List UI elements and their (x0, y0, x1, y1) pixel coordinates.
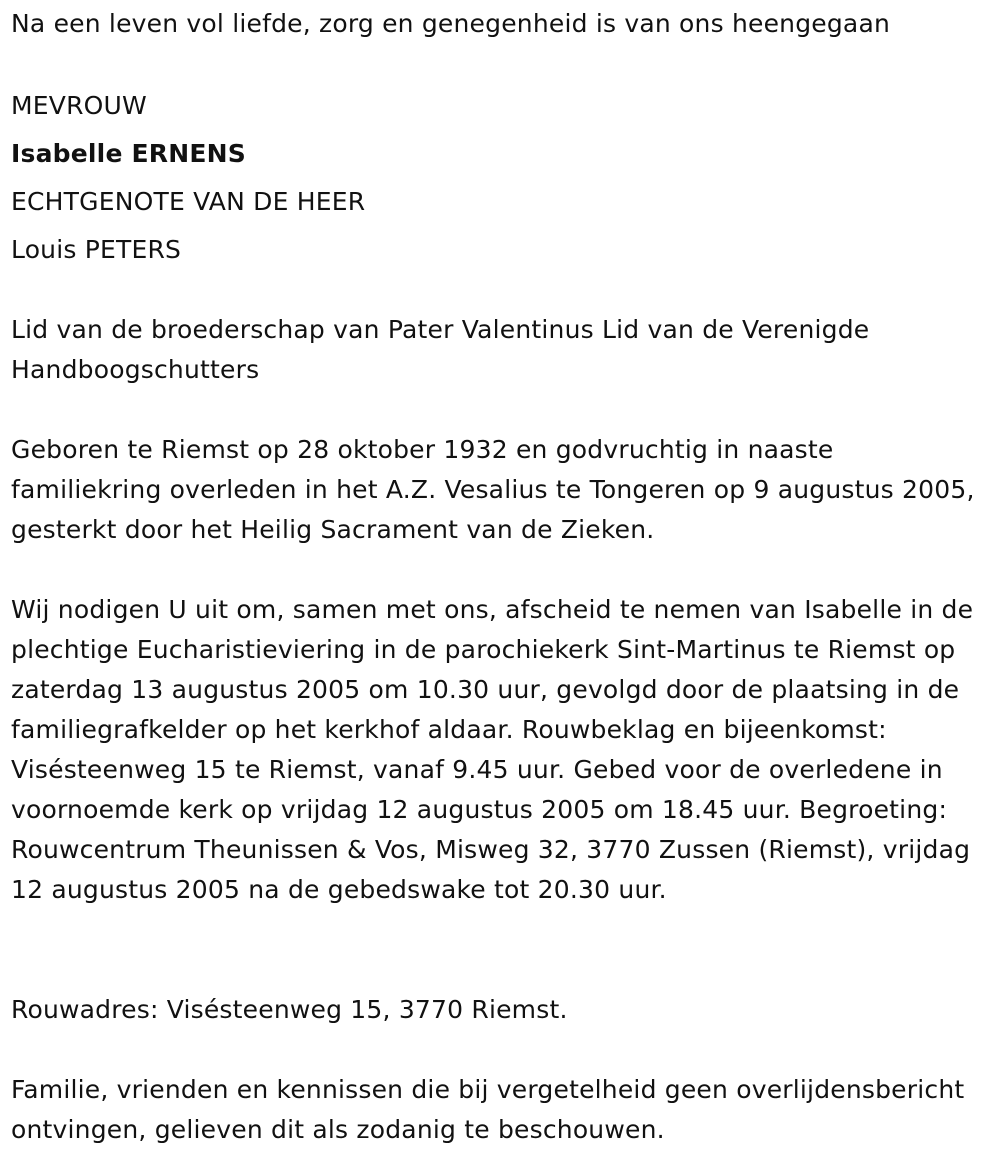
closing-paragraph: Familie, vrienden en kennissen die bij vergetelheid geen overlijdensbericht ontvingen, gelieven dit als zodanig te beschouwen. (11, 1075, 965, 1144)
ceremony-paragraph: Wij nodigen U uit om, samen met ons, afscheid te nemen van Isabelle in de plechtige Eucharistieviering in de parochiekerk Sint-Martinus te Riemst op zaterdag 13 augustus 2005 om 10.30 uur, gevolgd door de plaatsing in de familiegrafkelder op het kerkhof aldaar. Rouwbeklag en bijeenkomst: Visésteenweg 15 te Riemst, vanaf 9.45 uur. Gebed voor de overledene in voornoemde kerk op vrijdag 12 augustus 2005 om 18.45 uur. Begroeting: Rouwcentrum Theunissen & Vos, Misweg 32, 3770 Zussen (Riemst), vrijdag 12 augustus 2005 na de gebedswake tot 20.30 uur. (11, 595, 974, 904)
intro-line: Na een leven vol liefde, zorg en genegenheid is van ons heengegaan (11, 9, 891, 38)
spouse-name: Louis PETERS (11, 235, 182, 264)
deceased-name: Isabelle ERNENS (11, 139, 246, 168)
relation-line: ECHTGENOTE VAN DE HEER (11, 187, 366, 216)
memberships-paragraph: Lid van de broederschap van Pater Valentinus Lid van de Verenigde Handboogschutters (11, 315, 870, 384)
title-prefix: MEVROUW (11, 91, 147, 120)
birth-death-paragraph: Geboren te Riemst op 28 oktober 1932 en godvruchtig in naaste familiekring overleden in het A.Z. Vesalius te Tongeren op 9 augustus 2005, gesterkt door het Heilig Sacrament van de Zieken. (11, 435, 975, 544)
address-paragraph: Rouwadres: Visésteenweg 15, 3770 Riemst. (11, 995, 568, 1024)
